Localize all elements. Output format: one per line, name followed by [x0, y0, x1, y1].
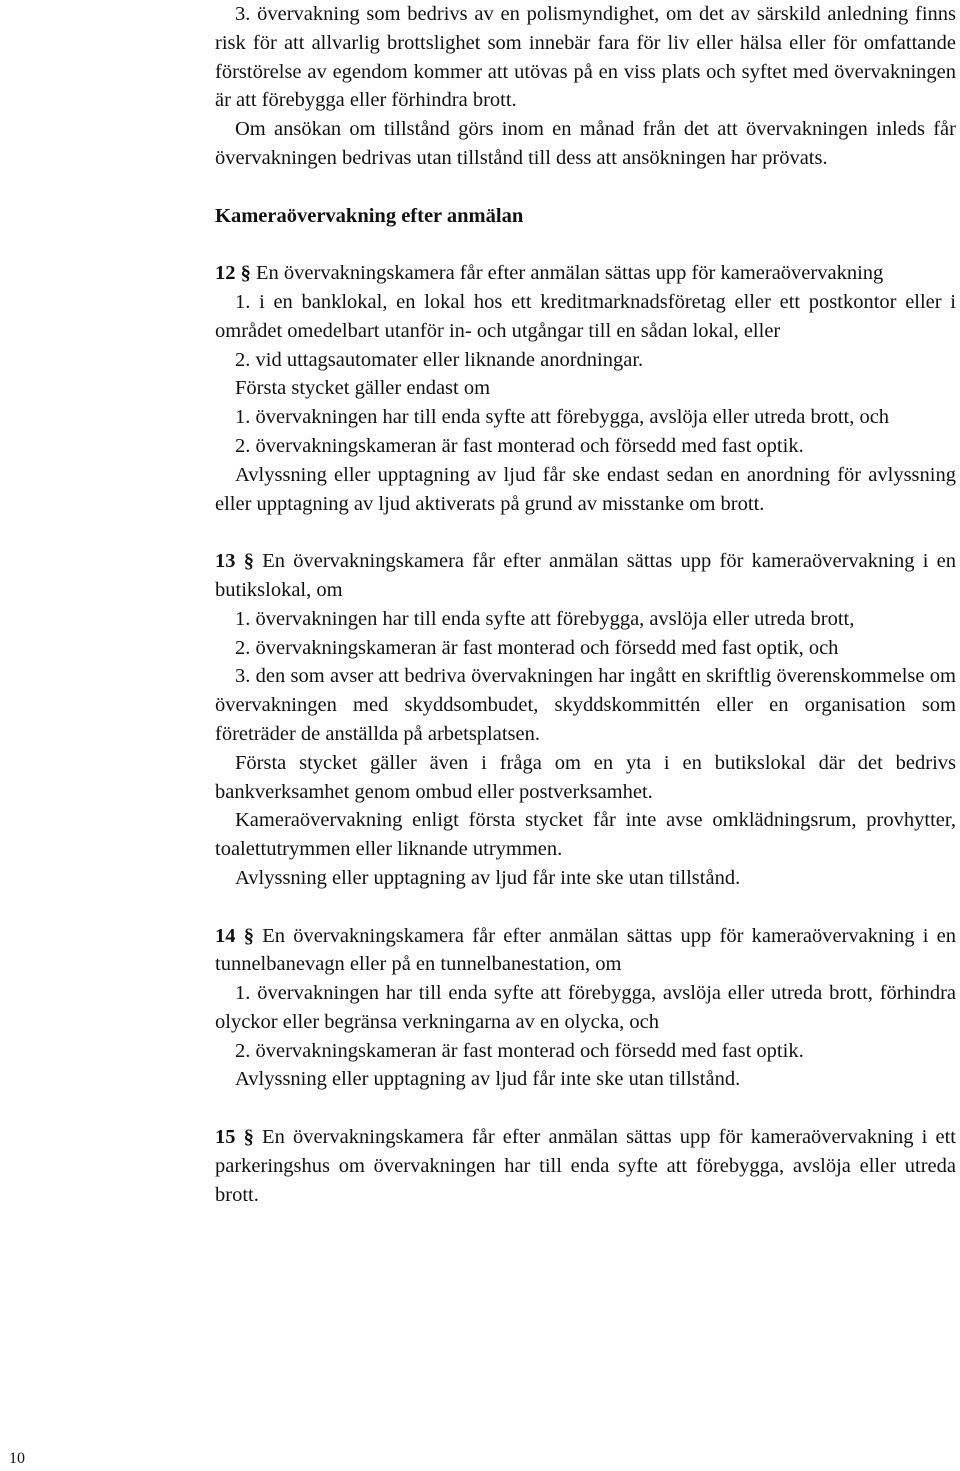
section-14-paragraph	[215, 922, 956, 980]
spacer	[215, 893, 956, 922]
section-13-paragraph-2: Första stycket gäller även i fråga om en yta i en butikslokal där det bedrivs bankverksamhet genom ombud eller postverksamhet.	[215, 751, 956, 803]
section-15-number: 15 §	[215, 1126, 254, 1149]
spacer	[215, 230, 956, 259]
section-12-paragraph-2-item-2: 2. övervakningskameran är fast monterad och försedd med fast optik.	[235, 434, 804, 457]
section-12-item-2: 2. vid uttagsautomater eller liknande anordningar.	[235, 348, 644, 371]
section-13-paragraph-4: Avlyssning eller upptagning av ljud får inte ske utan tillstånd.	[235, 866, 741, 889]
section-13-item-2: 2. övervakningskameran är fast monterad och försedd med fast optik, och	[235, 636, 839, 659]
section-13-number: 13 §	[215, 550, 254, 573]
section-14-text: En övervakningskamera får efter anmälan sättas upp för kameraövervakning i en tunnelbanevagn eller på en tunnelbanestation, om	[215, 924, 956, 976]
section-14-item-1: 1. övervakningen har till enda syfte att förebygga, avslöja eller utreda brott, förhindra olyckor eller begränsa verkningarna av en olycka, och	[215, 982, 956, 1033]
section-12-number: 12 §	[215, 262, 251, 285]
section-12-text: En övervakningskamera får efter anmälan sättas upp för kameraövervakning	[250, 262, 884, 285]
section-13-item-1: 1. övervakningen har till enda syfte att förebygga, avslöja eller utreda brott,	[235, 607, 855, 630]
section-13-text: En övervakningskamera får efter anmälan sättas upp för kameraövervakning i en butikslokal, om	[215, 550, 956, 601]
section-12-paragraph-3: Avlyssning eller upptagning av ljud får ske endast sedan en anordning för avlyssning eller upptagning av ljud aktiverats på grund av misstanke om brott.	[215, 463, 956, 515]
spacer	[215, 1094, 956, 1123]
section-12-paragraph-2-item-1: 1. övervakningen har till enda syfte att förebygga, avslöja eller utreda brott, och	[235, 406, 890, 429]
section-13-item-3: 3. den som avser att bedriva övervakningen har ingått en skriftlig överenskommelse om övervakningen med skyddsombudet, skyddskommittén eller en organisation som företräder de anställda på arbetsplatsen.	[215, 665, 956, 745]
section-15-paragraph	[215, 1123, 956, 1209]
section-14-number: 14 §	[215, 924, 254, 947]
section-12-paragraph-2: Första stycket gäller endast om	[235, 377, 491, 400]
section-14-paragraph-2: Avlyssning eller upptagning av ljud får inte ske utan tillstånd.	[235, 1068, 741, 1091]
spacer	[215, 173, 956, 202]
intro-paragraph-ansokan: Om ansökan om tillstånd görs inom en månad från det att övervakningen inleds får övervakningen bedrivas utan tillstånd till dess att ansökningen har prövats.	[215, 118, 956, 169]
intro-item-3: 3. övervakning som bedrivs av en polismyndighet, om det av särskild anledning finns risk för att allvarlig brottslighet som innebär fara för liv eller hälsa eller för omfattande förstörelse av egendom kommer att utövas på en viss plats och syftet med övervakningen är att förebygga eller förhindra brott.	[215, 3, 956, 112]
section-13-paragraph-3: Kameraövervakning enligt första stycket får inte avse omklädningsrum, provhytter, toalettutrymmen eller liknande utrymmen.	[215, 809, 956, 861]
section-12-paragraph	[215, 259, 956, 288]
section-15-text: En övervakningskamera får efter anmälan sättas upp för kameraövervakning i ett parkeringshus om övervakningen har till enda syfte att förebygga, avslöja eller utreda brott.	[215, 1126, 957, 1206]
section-12-item-1: 1. i en banklokal, en lokal hos ett kreditmarknadsföretag eller ett postkontor eller i området omedelbart utanför in- och utgångar till en sådan lokal, eller	[215, 290, 956, 342]
section-14-item-2: 2. övervakningskameran är fast monterad och försedd med fast optik.	[235, 1039, 804, 1062]
spacer	[215, 518, 956, 547]
section-13-paragraph	[215, 547, 956, 605]
document-page	[215, 0, 956, 1209]
page-number: 10	[9, 1450, 25, 1467]
section-heading: Kameraövervakning efter anmälan	[215, 204, 524, 227]
